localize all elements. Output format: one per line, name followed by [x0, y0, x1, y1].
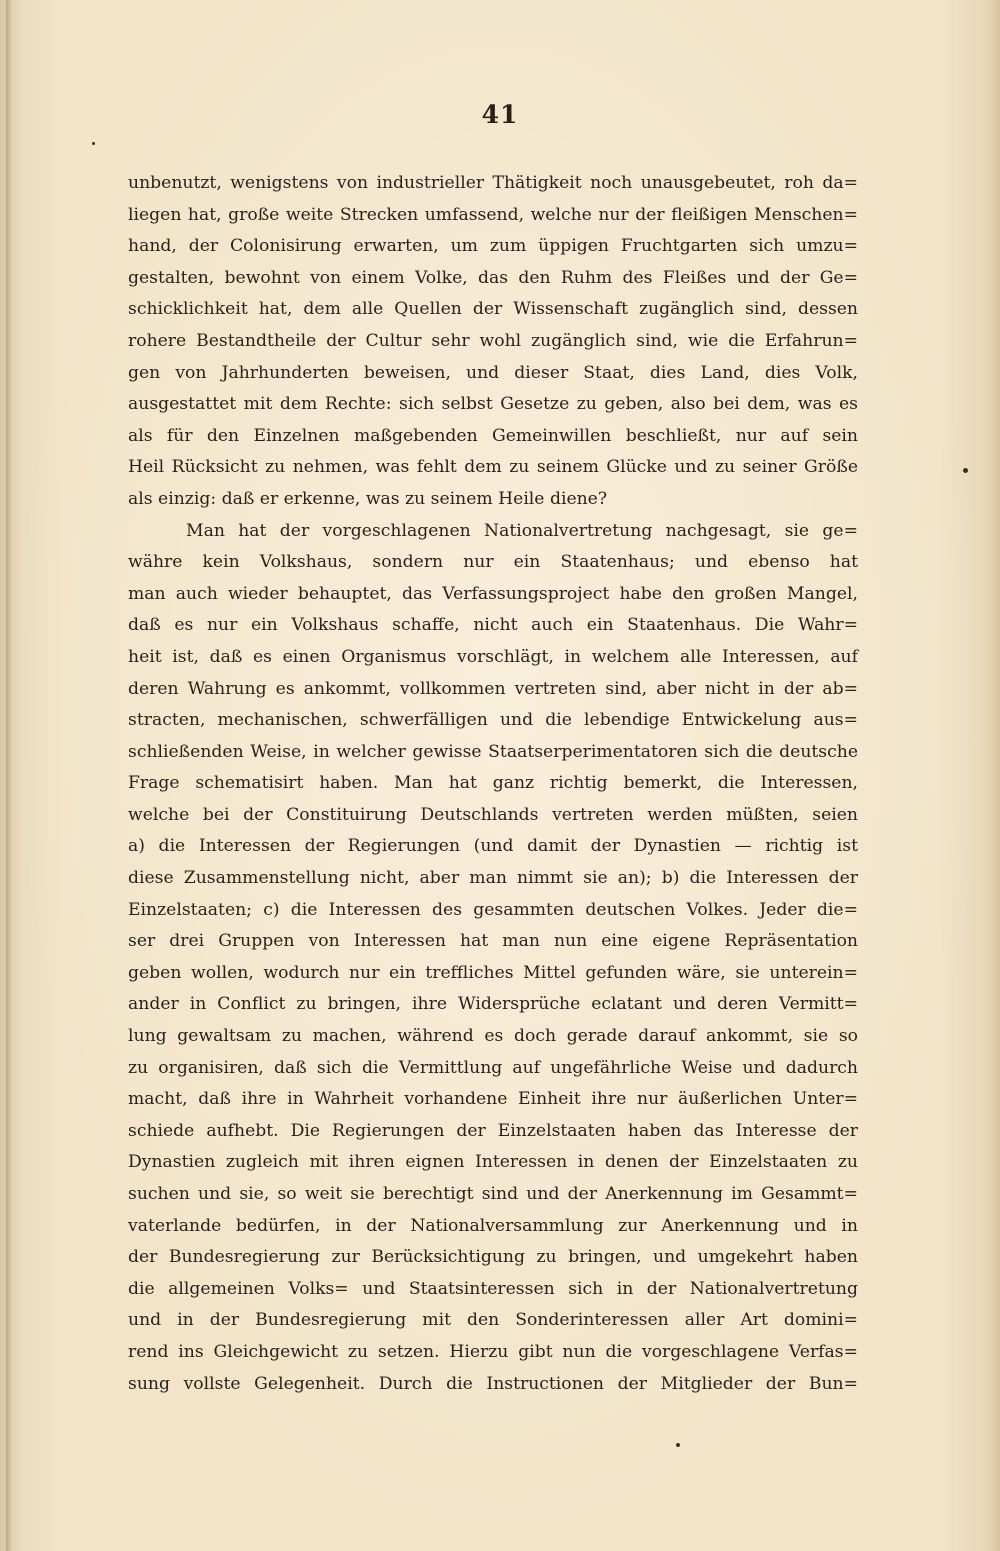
text-line: ander in Conflict zu bringen, ihre Widersprüche eclatant und deren Vermitt= [128, 994, 858, 1015]
body-text [128, 168, 858, 1400]
text-line: hand, der Colonisirung erwarten, um zum üppigen Fruchtgarten sich umzu= [128, 236, 858, 257]
text-line: Frage schematisirt haben. Man hat ganz richtig bemerkt, die Interessen, [128, 773, 858, 794]
ink-speck [92, 142, 95, 145]
text-line: liegen hat, große weite Strecken umfassend, welche nur der fleißigen Menschen= [128, 204, 858, 225]
text-line: die allgemeinen Volks= und Staatsinteressen sich in der Nationalvertretung [128, 1278, 858, 1299]
text-line: der Bundesregierung zur Berücksichtigung zu bringen, und umgekehrt haben [128, 1247, 858, 1268]
text-line: Einzelstaaten; c) die Interessen des gesammten deutschen Volkes. Jeder die= [128, 899, 858, 920]
text-line: ausgestattet mit dem Rechte: sich selbst Gesetze zu geben, also bei dem, was es [128, 394, 858, 415]
page-fold-shadow [6, 0, 12, 1551]
text-line: geben wollen, wodurch nur ein treffliches Mittel gefunden wäre, sie unterein= [128, 962, 858, 983]
text-line: Man hat der vorgeschlagenen Nationalvertretung nachgesagt, sie ge= [186, 520, 858, 541]
text-line: zu organisiren, daß sich die Vermittlung auf ungefährliche Weise und dadurch [128, 1057, 858, 1078]
ink-speck [963, 468, 968, 473]
page-number: 41 [481, 100, 519, 129]
text-line: lung gewaltsam zu machen, während es doch gerade darauf ankommt, sie so [128, 1026, 858, 1047]
text-line: schiede aufhebt. Die Regierungen der Einzelstaaten haben das Interesse der [128, 1120, 858, 1141]
text-line: als einzig: daß er erkenne, was zu seinem Heile diene? [128, 488, 608, 509]
text-line: gen von Jahrhunderten beweisen, und dieser Staat, dies Land, dies Volk, [128, 362, 858, 383]
text-line: welche bei der Constituirung Deutschlands vertreten werden müßten, seien [128, 804, 858, 825]
text-line: stracten, mechanischen, schwerfälligen und die lebendige Entwickelung aus= [128, 710, 858, 731]
text-line: suchen und sie, so weit sie berechtigt sind und der Anerkennung im Gesammt= [128, 1184, 858, 1204]
text-line: währe kein Volkshaus, sondern nur ein Staatenhaus; und ebenso hat [128, 552, 858, 573]
text-line: daß es nur ein Volkshaus schaffe, nicht auch ein Staatenhaus. Die Wahr= [128, 615, 858, 636]
text-line: und in der Bundesregierung mit den Sonderinteressen aller Art domini= [128, 1310, 858, 1331]
text-line: als für den Einzelnen maßgebenden Gemeinwillen beschließt, nur auf sein [128, 425, 858, 446]
text-line: gestalten, bewohnt von einem Volke, das den Ruhm des Fleißes und der Ge= [128, 267, 858, 288]
text-line: ser drei Gruppen von Interessen hat man nun eine eigene Repräsentation [128, 931, 858, 952]
text-line: heit ist, daß es einen Organismus vorschlägt, in welchem alle Interessen, auf [128, 646, 858, 667]
text-line: Dynastien zugleich mit ihren eignen Interessen in denen der Einzelstaaten zu [128, 1152, 858, 1173]
text-line: vaterlande bedürfen, in der Nationalversammlung zur Anerkennung und in [128, 1215, 858, 1236]
text-line: unbenutzt, wenigstens von industrieller Thätigkeit noch unausgebeutet, roh da= [128, 173, 858, 193]
text-line: diese Zusammenstellung nicht, aber man nimmt sie an); b) die Interessen der [128, 868, 858, 889]
text-line: Heil Rücksicht zu nehmen, was fehlt dem zu seinem Glücke und zu seiner Größe [128, 457, 858, 478]
text-line: macht, daß ihre in Wahrheit vorhandene Einheit ihre nur äußerlichen Unter= [128, 1089, 858, 1110]
text-line: man auch wieder behauptet, das Verfassungsproject habe den großen Mangel, [128, 583, 858, 604]
text-line: rend ins Gleichgewicht zu setzen. Hierzu gibt nun die vorgeschlagene Verfas= [128, 1341, 858, 1362]
text-line: schicklichkeit hat, dem alle Quellen der Wissenschaft zugänglich sind, dessen [128, 299, 858, 320]
text-line: sung vollste Gelegenheit. Durch die Instructionen der Mitglieder der Bun= [128, 1373, 858, 1394]
text-line: schließenden Weise, in welcher gewisse Staatserperimentatoren sich die deutsche [128, 741, 858, 762]
ink-speck [676, 1443, 680, 1447]
text-line: rohere Bestandtheile der Cultur sehr wohl zugänglich sind, wie die Erfahrun= [128, 330, 858, 351]
text-line: a) die Interessen der Regierungen (und damit der Dynastien — richtig ist [128, 836, 858, 857]
text-line: deren Wahrung es ankommt, vollkommen vertreten sind, aber nicht in der ab= [128, 678, 858, 699]
